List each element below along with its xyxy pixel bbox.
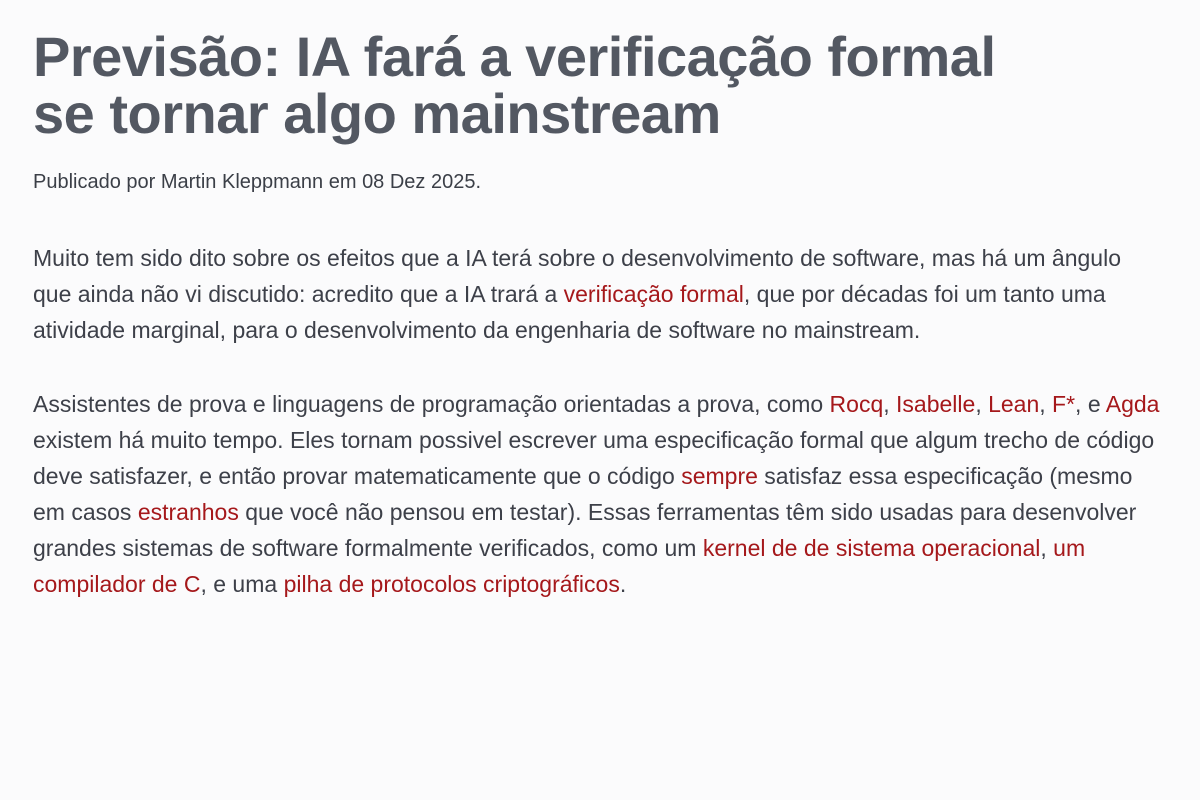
link-agda[interactable]: Agda bbox=[1105, 391, 1160, 417]
paragraph-text: , que por décadas foi um tanto uma atividade marginal, para o desenvolvimento da engenharia de software no mainstream. bbox=[33, 281, 1106, 343]
link-rocq[interactable]: Rocq bbox=[829, 391, 884, 417]
article-title-line-1: Previsão: IA fará a verificação formal bbox=[33, 25, 996, 88]
link-sempre[interactable]: sempre bbox=[681, 463, 758, 489]
link-crypto-protocol-stack[interactable]: pilha de protocolos criptográficos bbox=[283, 571, 620, 597]
separator-text: , e bbox=[1075, 391, 1106, 417]
link-lean[interactable]: Lean bbox=[988, 391, 1040, 417]
article-title-line-2: se tornar algo mainstream bbox=[33, 82, 721, 145]
separator-text: , bbox=[1039, 391, 1053, 417]
paragraph-text: Assistentes de prova e linguagens de programação orientadas a prova, como bbox=[33, 391, 830, 417]
article-byline: Publicado por Martin Kleppmann em 08 Dez 2025. bbox=[33, 171, 482, 193]
paragraph-text: . bbox=[619, 571, 627, 597]
link-os-kernel[interactable]: kernel de de sistema operacional bbox=[702, 535, 1041, 561]
paragraph-proof-assistants bbox=[33, 386, 1160, 602]
separator-text: , bbox=[975, 391, 989, 417]
paragraph-text: existem há muito tempo. Eles tornam possivel escrever uma especificação formal que algum trecho de código deve satisfazer, e então provar matematicamente que o código bbox=[33, 427, 1155, 489]
link-formal-verification[interactable]: verificação formal bbox=[563, 281, 744, 307]
link-isabelle[interactable]: Isabelle bbox=[896, 391, 976, 417]
paragraph-text: satisfaz essa especificação (mesmo em casos bbox=[33, 463, 1133, 525]
paragraph-text: que você não pensou em testar). Essas ferramentas têm sido usadas para desenvolver grandes sistemas de software formalmente verificados, como um bbox=[33, 499, 1137, 561]
separator-text: , bbox=[883, 391, 897, 417]
separator-text: , bbox=[1040, 535, 1054, 561]
link-fstar[interactable]: F* bbox=[1052, 391, 1076, 417]
paragraph-intro bbox=[33, 240, 1160, 348]
link-c-compiler[interactable]: um compilador de C bbox=[33, 535, 1086, 597]
link-estranhos[interactable]: estranhos bbox=[137, 499, 239, 525]
paragraph-text: , e uma bbox=[200, 571, 284, 597]
paragraph-text: Muito tem sido dito sobre os efeitos que a IA terá sobre o desenvolvimento de software, mas há um ângulo que ainda não vi discutido: acredito que a IA trará a bbox=[33, 245, 1121, 307]
article-title bbox=[33, 25, 1160, 145]
